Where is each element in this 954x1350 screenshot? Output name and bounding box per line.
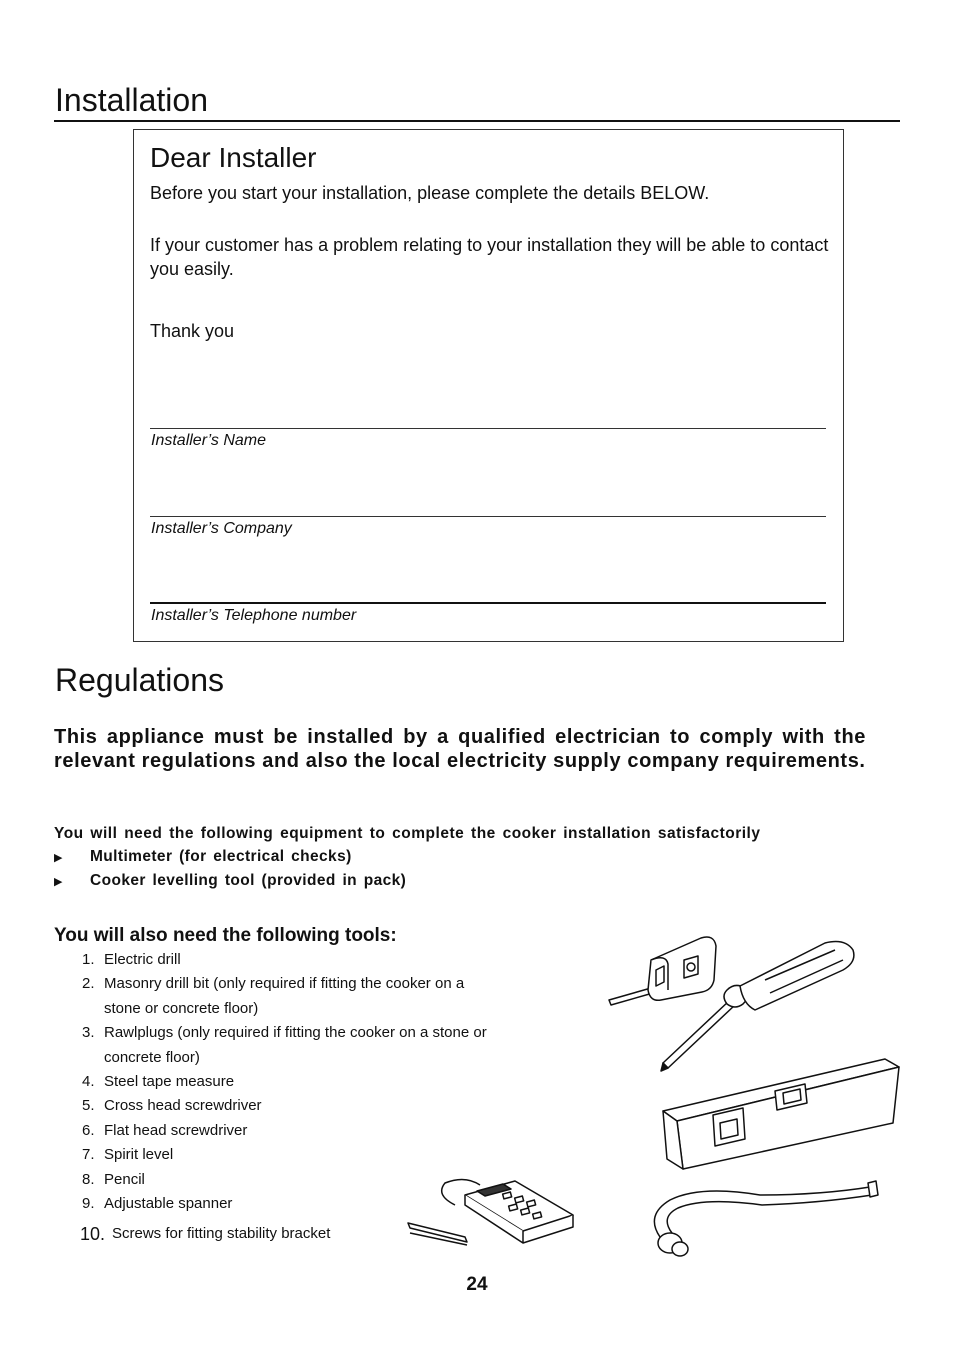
installer-name-line[interactable] bbox=[150, 428, 826, 429]
intro-paragraph: Before you start your installation, please complete the details BELOW. bbox=[150, 183, 710, 203]
regulations-heading: Regulations bbox=[55, 662, 224, 698]
tool-label: Electric drill bbox=[104, 951, 181, 968]
tool-label: Cross head screwdriver bbox=[104, 1097, 262, 1115]
tool-item bbox=[82, 948, 504, 972]
tools-heading: You will also need the following tools: bbox=[54, 925, 397, 946]
tool-item bbox=[82, 1119, 504, 1143]
tool-item bbox=[82, 1094, 504, 1118]
tool-number: 6. bbox=[82, 1121, 95, 1139]
dear-installer-title: Dear Installer bbox=[150, 142, 317, 173]
heading-rule bbox=[54, 120, 900, 122]
tool-number: 9. bbox=[82, 1195, 95, 1213]
tool-number: 8. bbox=[82, 1170, 95, 1188]
tool-item bbox=[82, 1143, 504, 1167]
equipment-item-label: Cooker levelling tool (provided in pack) bbox=[90, 872, 407, 889]
spirit-level-icon bbox=[655, 1055, 903, 1177]
equipment-item bbox=[54, 872, 406, 890]
tool-label: Spirit level bbox=[104, 1146, 174, 1164]
tool-label: Adjustable spanner bbox=[104, 1195, 233, 1213]
thank-you-text: Thank you bbox=[150, 321, 235, 341]
tool-number: 4. bbox=[82, 1073, 95, 1091]
tool-item bbox=[82, 972, 504, 1021]
tool-number: 7. bbox=[82, 1146, 95, 1164]
installer-company-label: Installer’s Company bbox=[151, 520, 292, 537]
equipment-item-label: Multimeter (for electrical checks) bbox=[90, 848, 352, 865]
tool-number: 2. bbox=[82, 975, 95, 993]
adjustable-spanner-icon bbox=[640, 1175, 885, 1260]
installer-name-label: Installer’s Name bbox=[151, 432, 267, 449]
tool-label: Steel tape measure bbox=[104, 1073, 235, 1091]
tool-number: 3. bbox=[82, 1024, 95, 1042]
contact-paragraph: If your customer has a problem relating to your installation they will be able to contact you easily. bbox=[150, 235, 829, 279]
bullet-arrow-icon: ▶ bbox=[54, 876, 63, 888]
tool-number: 10. bbox=[80, 1224, 106, 1245]
tool-label: Flat head screwdriver bbox=[104, 1121, 248, 1139]
tool-label: Screws for fitting stability bracket bbox=[112, 1225, 331, 1243]
tool-item bbox=[82, 1070, 504, 1094]
multimeter-icon bbox=[405, 1175, 577, 1260]
page-number: 24 bbox=[466, 1274, 488, 1295]
installer-telephone-line[interactable] bbox=[150, 602, 826, 604]
bullet-arrow-icon: ▶ bbox=[54, 852, 63, 864]
tool-number: 1. bbox=[82, 951, 95, 968]
regulations-warning: This appliance must be installed by a qualified electrician to comply with the relevant regulations and also the local electricity supply company requirements. bbox=[54, 726, 866, 772]
equipment-item bbox=[54, 848, 352, 866]
tool-label: Pencil bbox=[104, 1170, 145, 1188]
dear-installer-box bbox=[133, 129, 844, 642]
installer-telephone-label: Installer’s Telephone number bbox=[151, 607, 357, 624]
installer-company-line[interactable] bbox=[150, 516, 826, 517]
tool-item bbox=[82, 1021, 504, 1070]
equipment-heading: You will need the following equipment to complete the cooker installation satisfactorily bbox=[54, 825, 761, 842]
installation-heading: Installation bbox=[55, 82, 208, 118]
tool-label: Rawlplugs (only required if fitting the cooker on a stone or concrete floor) bbox=[104, 1024, 487, 1066]
tool-label: Masonry drill bit (only required if fitting the cooker on a stone or concrete floor) bbox=[104, 975, 465, 1017]
tool-number: 5. bbox=[82, 1097, 95, 1115]
